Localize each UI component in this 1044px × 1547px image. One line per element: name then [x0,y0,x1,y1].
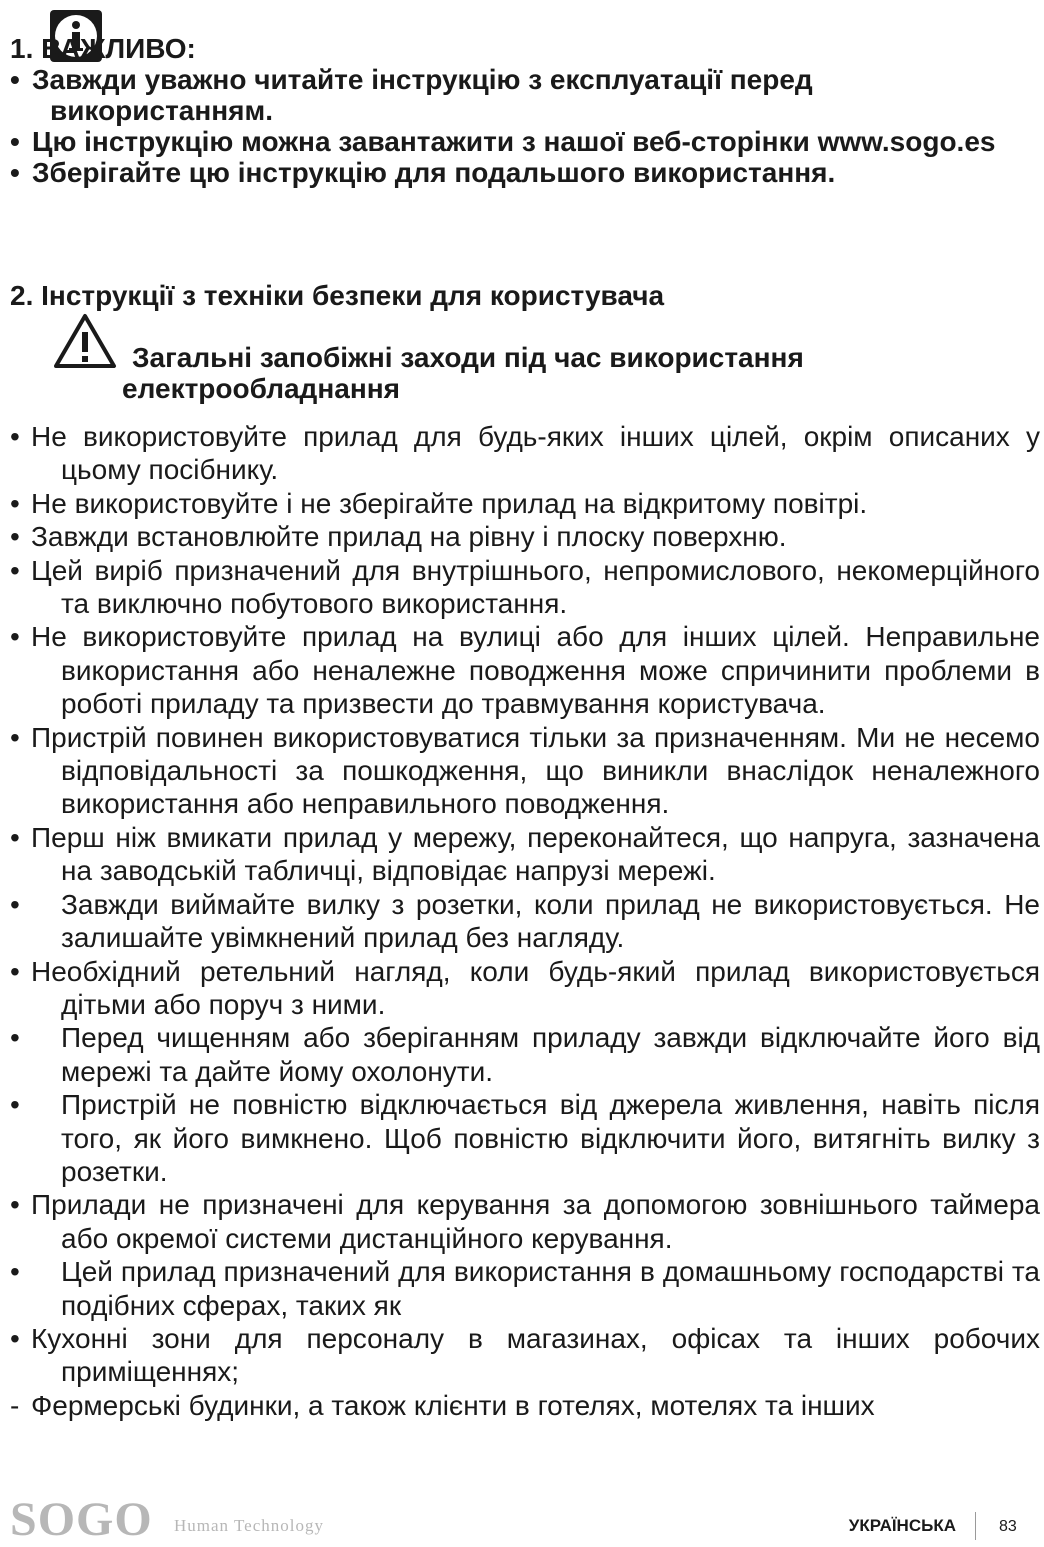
bullet-marker: • [10,1189,20,1221]
safety-item [10,1255,1040,1322]
bullet-marker: • [10,821,20,853]
bullet-marker: • [10,1089,20,1121]
section-important-heading: 1. ВАЖЛИВО: [10,33,196,64]
footer-divider [975,1512,976,1540]
safety-item-text: Цей виріб призначений для внутрішнього, непромислового, некомерційного та виключно побутового використання. [31,554,1040,620]
bullet-marker: • [10,1256,20,1288]
important-item: • Цю інструкцію можна завантажити з нашої веб-сторінки www.sogo.es [10,126,996,157]
safety-item-text: Кухонні зони для персоналу в магазинах, офісах та інших робочих приміщеннях; [31,1322,1040,1388]
brand-tagline: Human Technology [174,1516,324,1535]
warning-title: Загальні запобіжні заходи під час використання електрообладнання [122,342,804,404]
bullet-marker: • [10,955,20,987]
safety-item [10,420,1040,487]
section-safety-heading: 2. Інструкції з техніки безпеки для користувача [10,280,665,311]
safety-item [10,821,1040,888]
safety-item [10,955,1040,1022]
safety-item [10,1088,1040,1188]
safety-item-text: Не використовуйте і не зберігайте прилад на відкритому повітрі. [31,487,868,519]
bullet-marker: • [10,1022,20,1054]
safety-list [10,420,1040,1422]
safety-item [10,1021,1040,1088]
safety-item [10,1188,1040,1255]
safety-item-text: Завжди встановлюйте прилад на рівну і плоску поверхню. [31,521,787,553]
safety-item-text: Пристрій повинен використовуватися тільки за призначенням. Ми не несемо відповідальності за пошкодження, що виникли внаслідок неналежного використання або неправильного поводження. [31,721,1040,820]
important-item: • Зберігайте цю інструкцію для подальшого використання. [10,157,836,188]
safety-item-text: Фермерські будинки, а також клієнти в готелях, мотелях та інших [31,1389,875,1421]
bullet-marker: • [10,554,20,586]
safety-item [10,1322,1040,1389]
warning-triangle-icon [52,312,118,370]
safety-item [10,520,1040,553]
safety-item-text: Пристрій не повністю відключається від джерела живлення, навіть після того, як його вимкнено. Щоб повністю відключити його, витягніть вилку з розетки. [61,1089,1040,1187]
safety-item-text: Перед чищенням або зберіганням приладу завжди відключайте його від мережі та дайте йому охолонути. [61,1022,1040,1087]
bullet-marker: • [10,487,20,519]
bullet-marker: - [10,1389,20,1421]
section-important [10,34,1030,188]
safety-item [10,620,1040,720]
language-label: УКРАЇНСЬКА [848,1516,956,1535]
safety-item-text: Перш ніж вмикати прилад у мережу, переконайтеся, що напруга, зазначена на заводській табличці, відповідає напрузі мережі. [31,821,1040,887]
brand-logo: SOGO [10,1493,153,1546]
bullet-marker: • [10,421,20,452]
safety-item-text: Завжди виймайте вилку з розетки, коли прилад не використовується. Не залишайте увімкнений прилад без нагляду. [61,888,1040,954]
safety-item [10,554,1040,621]
safety-item [10,888,1040,955]
safety-item [10,1389,1040,1422]
safety-item-text: Не використовуйте прилад на вулиці або для інших цілей. Неправильне використання або неналежне поводження може спричинити проблеми в роботі приладу та призвести до травмування користувача. [31,621,1040,720]
page-number: 83 [999,1518,1017,1535]
bullet-marker: • [10,1322,20,1354]
safety-item-text: Не використовуйте прилад для будь-яких інших цілей, окрім описаних у цьому посібнику. [31,421,1040,486]
bullet-marker: • [10,521,20,553]
important-item: • Завжди уважно читайте інструкцію з експлуатації перед використанням. [10,64,813,126]
safety-item [10,721,1040,821]
bullet-marker: • [10,888,20,920]
safety-item-text: Необхідний ретельний нагляд, коли будь-який прилад використовується дітьми або поруч з ними. [31,955,1040,1020]
safety-item-text: Цей прилад призначений для використання в домашньому господарстві та подібних сферах, таких як [61,1256,1040,1321]
bullet-marker: • [10,621,20,653]
bullet-marker: • [10,721,20,753]
safety-item [10,487,1040,520]
safety-item-text: Прилади не призначені для керування за допомогою зовнішнього таймера або окремої системи дистанційного керування. [31,1189,1040,1254]
